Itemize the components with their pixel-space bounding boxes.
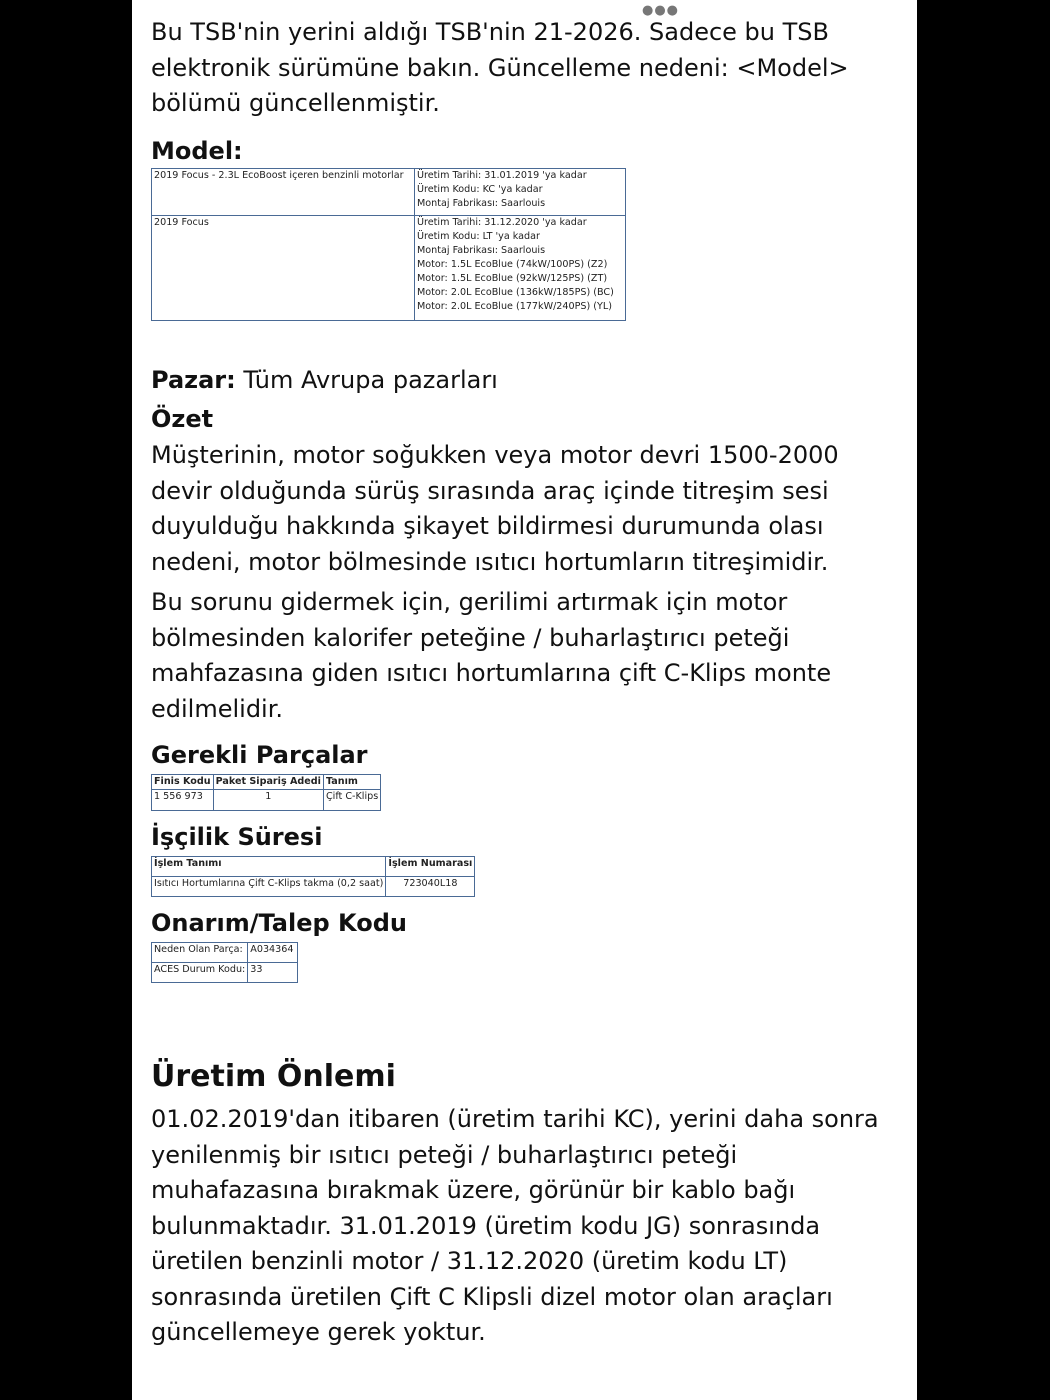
column-header: Finis Kodu	[152, 775, 214, 790]
summary-heading: Özet	[151, 405, 214, 433]
labor-table	[151, 856, 475, 897]
table-header-row	[152, 857, 475, 877]
model-details-cell	[415, 215, 626, 320]
table-cell: A034364	[248, 943, 298, 963]
table-cell: Çift C-Klips	[323, 790, 380, 811]
market-label: Pazar:	[151, 365, 236, 394]
production-paragraph: 01.02.2019'dan itibaren (üretim tarihi KC), yerini daha sonra yenilenmiş bir ısıtıcı peteği / buharlaştırıcı peteği muhafazasına bırakmak üzere, görünür bir kablo bağı bulunmaktadır. 31.01.2019 (üretim kodu JG) sonrasında üretilen benzinli motor / 31.12.2020 (üretim kodu LT) sonrasında üretilen Çift C Klipsli dizel motor olan araçları güncellemeye gerek yoktur.	[151, 1105, 879, 1346]
intro-paragraph: Bu TSB'nin yerini aldığı TSB'nin 21-2026. Sadece bu TSB elektronik sürümüne bakın. Güncelleme nedeni: <Model> bölümü güncellenmiştir.	[151, 18, 849, 117]
model-detail-line: Üretim Tarihi: 31.12.2020 'ya kadar	[417, 216, 587, 228]
model-table	[151, 168, 626, 321]
model-vehicle-cell: 2019 Focus - 2.3L EcoBoost içeren benzinli motorlar	[152, 168, 415, 215]
model-detail-line: Motor: 2.0L EcoBlue (177kW/240PS) (YL)	[417, 300, 612, 312]
model-detail-line: Montaj Fabrikası: Saarlouis	[417, 197, 546, 209]
table-cell: Isıtıcı Hortumlarına Çift C-Klips takma (0,2 saat)	[152, 877, 386, 897]
table-cell: 723040L18	[386, 877, 475, 897]
summary-paragraph-2: Bu sorunu gidermek için, gerilimi artırmak için motor bölmesinden kalorifer peteğine / buharlaştırıcı peteği mahfazasına giden ısıtıcı hortumlarına çift C-Klips monte edilmelidir.	[151, 588, 832, 723]
model-detail-line: Montaj Fabrikası: Saarlouis	[417, 244, 546, 256]
table-row	[152, 943, 298, 963]
column-header: Tanım	[323, 775, 380, 790]
model-vehicle-cell: 2019 Focus	[152, 215, 415, 320]
parts-heading: Gerekli Parçalar	[151, 741, 368, 769]
market-line	[151, 363, 891, 399]
table-row	[152, 963, 298, 983]
column-header: Paket Sipariş Adedi	[213, 775, 323, 790]
table-row	[152, 877, 475, 897]
model-detail-line: Üretim Tarihi: 31.01.2019 'ya kadar	[417, 169, 587, 181]
table-cell: 1	[213, 790, 323, 811]
drag-handle-icon[interactable]: ●●●	[642, 3, 680, 18]
table-cell: 1 556 973	[152, 790, 214, 811]
model-details-cell	[415, 168, 626, 215]
model-detail-line: Motor: 1.5L EcoBlue (92kW/125PS) (ZT)	[417, 272, 608, 284]
table-cell: 33	[248, 963, 298, 983]
table-cell: ACES Durum Kodu:	[152, 963, 248, 983]
production-heading: Üretim Önlemi	[151, 1059, 396, 1094]
summary-paragraph-1: Müşterinin, motor soğukken veya motor devri 1500-2000 devir olduğunda sürüş sırasında araç içinde titreşim sesi duyulduğu hakkında şikayet bildirmesi durumunda olası nedeni, motor bölmesinde ısıtıcı hortumların titreşimidir.	[151, 441, 839, 576]
market-value: Tüm Avrupa pazarları	[235, 365, 498, 394]
table-row	[152, 168, 626, 215]
parts-table	[151, 774, 381, 811]
repair-table	[151, 942, 298, 983]
model-detail-line: Üretim Kodu: KC 'ya kadar	[417, 183, 543, 195]
table-row	[152, 790, 381, 811]
model-detail-line: Üretim Kodu: LT 'ya kadar	[417, 230, 540, 242]
model-detail-line: Motor: 1.5L EcoBlue (74kW/100PS) (Z2)	[417, 258, 608, 270]
column-header: İşlem Numarası	[386, 857, 475, 877]
document-content	[151, 15, 891, 1351]
labor-heading: İşçilik Süresi	[151, 823, 323, 851]
repair-heading: Onarım/Talep Kodu	[151, 909, 407, 937]
table-row	[152, 215, 626, 320]
table-header-row	[152, 775, 381, 790]
column-header: İşlem Tanımı	[152, 857, 386, 877]
document-page	[132, 0, 917, 1400]
model-detail-line: Motor: 2.0L EcoBlue (136kW/185PS) (BC)	[417, 286, 614, 298]
model-heading: Model:	[151, 136, 243, 165]
table-cell: Neden Olan Parça:	[152, 943, 248, 963]
